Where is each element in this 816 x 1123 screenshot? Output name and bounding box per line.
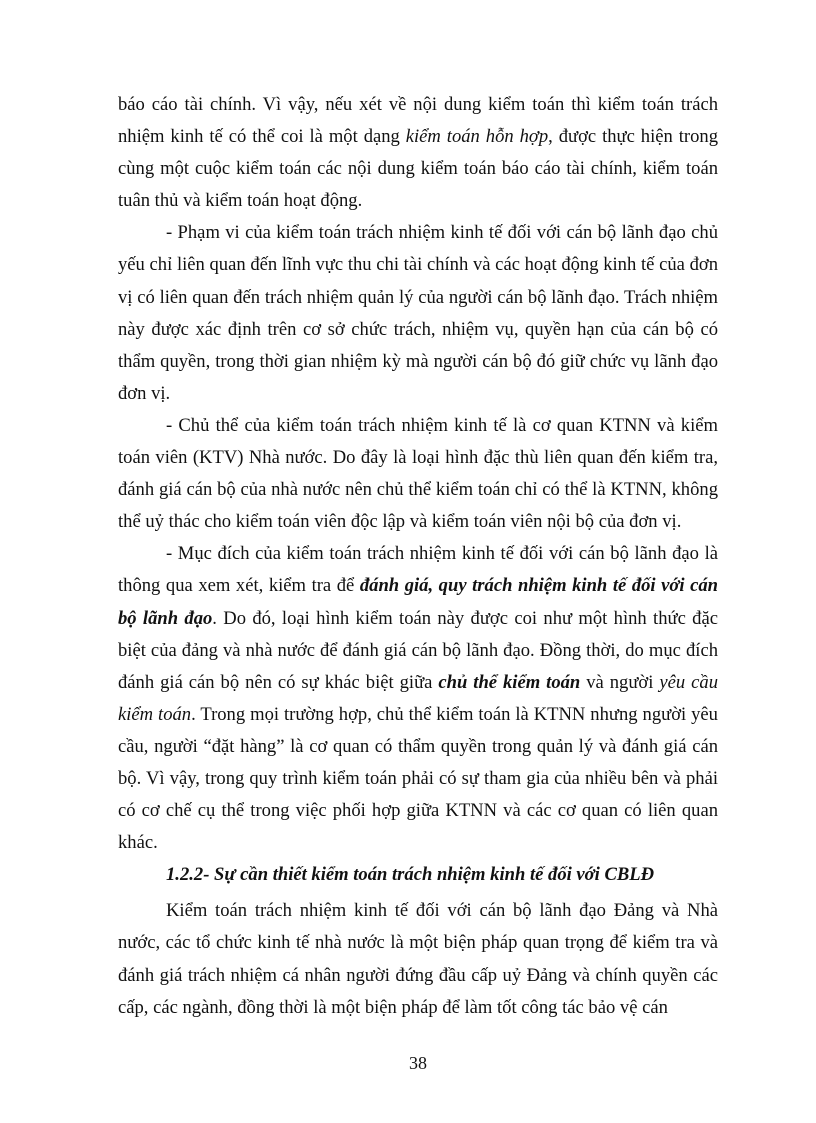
paragraph-4-text-e: và người <box>580 671 660 693</box>
paragraph-1-text-a: báo cáo tài chính. Vì vậy, nếu xét về nội dung kiểm toán thì kiểm toán trách nhiệm kinh tế có thể coi là một dạng <box>118 94 718 148</box>
paragraph-4 <box>118 538 718 859</box>
paragraph-4-text-g: . Trong mọi trường hợp, chủ thể kiểm toán là KTNN nhưng người yêu cầu, người “đặt hàng” là cơ quan có thẩm quyền trong quản lý và đánh giá cán bộ. Vì vậy, trong quy trình kiểm toán phải có sự tham gia của nhiều bên và phải có cơ chế cụ thể trong việc phối hợp giữa KTNN và các cơ quan có liên quan khác. <box>118 703 718 854</box>
paragraph-4-text-a: - Mục đích của kiểm toán trách nhiệm kinh tế đối với cán bộ lãnh đạo là thông qua xem xét, kiểm tra để <box>118 543 718 597</box>
page-number: 38 <box>409 1053 427 1073</box>
paragraph-5: Kiểm toán trách nhiệm kinh tế đối với cán bộ lãnh đạo Đảng và Nhà nước, các tổ chức kinh tế nhà nước là một biện pháp quan trọng để kiểm tra và đánh giá trách nhiệm cá nhân người đứng đầu cấp uỷ Đảng và chính quyền các cấp, các ngành, đồng thời là một biện pháp để làm tốt công tác bảo vệ cán <box>118 900 718 1018</box>
paragraph-1-text-c: , được thực hiện trong cùng một cuộc kiểm toán các nội dung kiểm toán báo cáo tài chính, kiểm toán tuân thủ và kiểm toán hoạt động. <box>118 126 718 212</box>
paragraph-4-italic: yêu cầu kiểm toán <box>118 671 719 725</box>
paragraph-4-bold-italic-1: đánh giá, quy trách nhiệm kinh tế đối với cán bộ lãnh đạo <box>118 575 718 629</box>
section-heading: 1.2.2- Sự cần thiết kiểm toán trách nhiệm kinh tế đối với CBLĐ <box>166 864 655 886</box>
page-body <box>118 89 718 1024</box>
paragraph-4-bold-italic-2: chủ thể kiểm toán <box>438 671 581 693</box>
paragraph-3: - Chủ thể của kiểm toán trách nhiệm kinh tế là cơ quan KTNN và kiểm toán viên (KTV) Nhà nước. Do đây là loại hình đặc thù liên quan đến kiểm tra, đánh giá cán bộ của nhà nước nên chủ thể kiểm toán chỉ có thể là KTNN, không thể uỷ thác cho kiểm toán viên độc lập và kiểm toán viên nội bộ của đơn vị. <box>118 414 718 533</box>
paragraph-1 <box>118 89 718 217</box>
paragraph-1-emphasis: kiểm toán hỗn hợp <box>405 126 549 148</box>
paragraph-4-text-c: . Do đó, loại hình kiểm toán này được coi như một hình thức đặc biệt của đảng và nhà nước để đánh giá cán bộ lãnh đạo. Đồng thời, do mục đích đánh giá cán bộ nên có sự khác biệt giữa <box>118 607 718 693</box>
paragraph-2: - Phạm vi của kiểm toán trách nhiệm kinh tế đối với cán bộ lãnh đạo chủ yếu chỉ liên quan đến lĩnh vực thu chi tài chính và các hoạt động kinh tế của đơn vị có liên quan đến trách nhiệm quản lý của người cán bộ lãnh đạo. Trách nhiệm này được xác định trên cơ sở chức trách, nhiệm vụ, quyền hạn của cán bộ có thẩm quyền, trong thời gian nhiệm kỳ mà người cán bộ đó giữ chức vụ lãnh đạo đơn vị. <box>118 222 718 404</box>
